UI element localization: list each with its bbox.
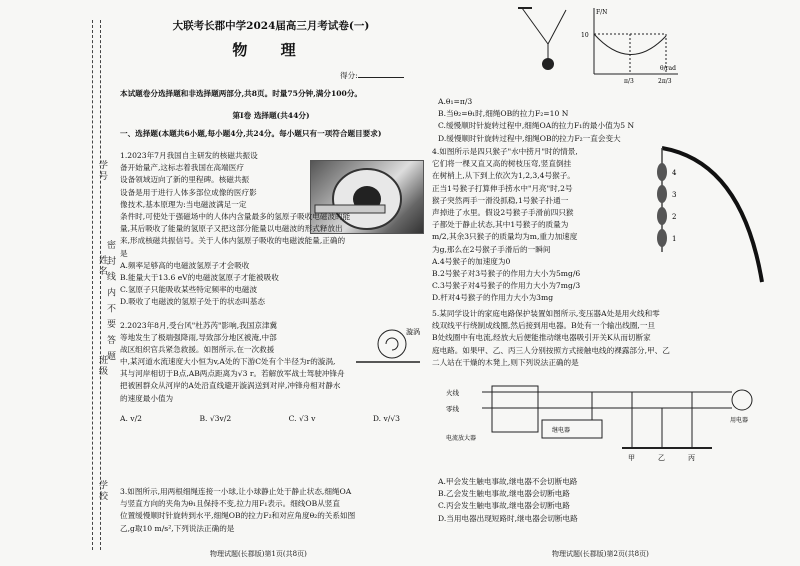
left-page — [120, 0, 422, 566]
monkey-tree-figure — [622, 142, 772, 292]
monkey-icon — [657, 185, 667, 203]
graph-x-tick: π/3 — [624, 78, 634, 85]
question-5-options — [438, 476, 794, 525]
part-one-instructions: 一、选择题(本题共6小题,每小题4分,共24分。每小题只有一项符合题目要求) — [120, 129, 382, 138]
q3-option-b: B.当θ₂=θ₁时,细绳OB的拉力F₂=10 N — [438, 109, 569, 119]
circuit-label-relay: 继电器 — [552, 427, 571, 434]
q2-line: 中,某河道水流速度大小恒为v,A处的下游C处有个半径为r的漩涡, — [120, 357, 336, 366]
q4-option-a: A.4号猴子的加速度为0 — [432, 256, 511, 266]
exam-intro: 本试题卷分选择题和非选择题两部分,共8页。时量75分钟,满分100分。 — [120, 89, 363, 98]
q1-line: 设备是用于进行人体多部位成像的医疗影 — [120, 187, 257, 197]
q5-option-c: C.丙会发生触电事故,继电器会切断电路 — [438, 501, 570, 511]
vortex-label: 漩涡 — [406, 328, 420, 336]
q4-line: 在树梢上,从下到上依次为1,2,3,4号猴子。 — [432, 171, 575, 181]
q4-line: 正当1号猴子打算伸手捞水中"月亮"时,2号 — [432, 183, 573, 193]
margin-label-name: 姓名 — [97, 255, 107, 277]
q4-line: 它们将一棵又直又高的树枝压弯,竖直倒挂 — [432, 159, 572, 169]
margin-label-class: 班级 — [97, 355, 107, 377]
circuit-label-amplifier: 电流放大器 — [446, 435, 477, 442]
exam-title: 大联考长郡中学2024届高三月考试卷(一) — [172, 20, 370, 32]
q5-option-d: D.当用电器出现短路时,继电器会切断电路 — [438, 513, 578, 523]
question-4 — [432, 146, 618, 305]
q4-option-d: D.杆对4号猴子的作用力大小为3mg — [432, 293, 554, 303]
q3-line: 与竖直方向的夹角为θ₁且保持不变,拉力用F₁表示。细线OB从竖直 — [120, 499, 340, 509]
circuit-label-appliance: 用电器 — [730, 417, 749, 424]
q1-option-a: A.频率足够高的电磁波氢原子才会吸收 — [120, 260, 250, 270]
q5-line: 5.某同学设计的家庭电路保护装置如图所示,变压器A处是用火线和零 — [432, 309, 660, 318]
monkey-icon — [657, 207, 667, 225]
monkey-label: 4 — [672, 169, 677, 177]
seal-line — [100, 20, 101, 550]
monkey-label: 1 — [672, 235, 677, 243]
circuit-label-neutral: 零线 — [446, 405, 459, 413]
q2-line: 战区组织官兵紧急救援。如图所示,在一次救援 — [120, 345, 275, 355]
q4-line: 为g,那么在2号猴子手滑后的一瞬间 — [432, 244, 551, 254]
q1-line: 量,其后吸收了能量的氢原子又把这部分能量以电磁波的形式释放出 — [120, 224, 343, 234]
q2-option-a: A. v/2 — [120, 413, 142, 423]
question-3-options — [438, 96, 794, 145]
q3-option-c: C.缓慢顺时针旋转过程中,细绳OA的拉力F₁的最小值为5 N — [438, 121, 635, 131]
q5-line: 庭电路。如果甲、乙、丙三人分别按照方式接触电线的裸露部分,甲、乙 — [432, 345, 670, 355]
score-label: 得分: — [340, 70, 404, 82]
subject-title: 物 理 — [232, 41, 310, 59]
q5-line: B处线圈中有电流,经放大后便能推动继电器吸引开关K从而切断家 — [432, 333, 651, 343]
monkey-label: 3 — [672, 191, 677, 199]
graph-y-label: F/N — [596, 9, 608, 16]
person-bing: 丙 — [688, 454, 695, 462]
q1-line: 备开始量产,这标志着我国在高端医疗 — [120, 163, 244, 173]
seal-text: 密 封 线 内 不 要 答 题 — [105, 240, 115, 363]
q1-option-c: C.氢原子只能吸收某些特定频率的电磁波 — [120, 285, 258, 295]
circuit-label-live: 火线 — [446, 389, 459, 397]
q2-line: 的速度最小值为 — [120, 393, 174, 403]
q1-line: 设备领域迈向了新的里程碑。核磁共振 — [120, 175, 250, 185]
q4-option-b: B.2号猴子对3号猴子的作用力大小为5mg/6 — [432, 269, 581, 279]
q2-option-c: C. √3 v — [288, 413, 316, 423]
q2-line: 把被困群众从河岸的A处沿直线避开漩涡送到对岸,冲锋舟相对静水 — [120, 381, 341, 391]
graph-y-tick: 10 — [581, 32, 589, 39]
monkey-label: 2 — [672, 213, 677, 221]
q2-option-d: D. v/√3 — [372, 413, 400, 423]
string-ball-figure — [518, 4, 570, 86]
q1-line: 1.2023年7月我国自主研发的核磁共振设 — [120, 151, 258, 160]
q3-line: 位置缓慢顺时针旋转到水平,细绳OB的拉力F₂和对应角度θ₂的关系如图 — [120, 511, 356, 521]
q2-option-b: B. √3v/2 — [199, 413, 232, 423]
margin-label-id: 学号 — [97, 160, 107, 182]
question-5 — [432, 308, 794, 369]
q4-line: 子都处于静止状态,其中1号猴子的质量为 — [432, 220, 569, 230]
q1-line: 来,形成核磁共振信号。关于人体内氢原子吸收的电磁波能量,正确的 — [120, 236, 346, 246]
q4-option-c: C.3号猴子对4号猴子的作用力大小为7mg/3 — [432, 281, 581, 291]
left-footer: 物理试题(长郡版)第1页(共8页) — [210, 550, 307, 558]
graph-x-tick: 2π/3 — [658, 78, 672, 85]
q4-line: 声掉进了水里。假设2号猴子手滑前四只猴 — [432, 208, 574, 218]
circuit-figure — [442, 376, 782, 470]
monkey-icon — [657, 229, 667, 247]
question-2 — [120, 320, 350, 357]
q3-line: 乙,g取10 m/s²,下列说法正确的是 — [120, 523, 235, 533]
q1-line: 是 — [120, 248, 128, 258]
q5-option-b: B.乙会发生触电事故,继电器会切断电路 — [438, 489, 570, 499]
binding-margin — [0, 0, 115, 566]
q5-option-a: A.甲会发生触电事故,继电器不会切断电路 — [438, 477, 578, 486]
q5-line: 线双线平行绕制成线圈,然后接到用电器。B处有一个输出线圈,一旦 — [432, 321, 656, 331]
q4-line: m/2,其余3只猴子的质量均为m,重力加速度 — [432, 232, 578, 242]
right-page — [432, 0, 794, 566]
q2-line: 2.2023年8月,受台风"杜苏芮"影响,我国京津冀 — [120, 321, 278, 330]
q2-line: 其与河岸相切于B点,AB两点距离为√3 r。若解放军战士驾驶冲锋舟 — [120, 369, 345, 379]
q4-line: 猴子突然两手一滑没抓稳,1号猴子扑通一 — [432, 195, 569, 205]
q3-option-d: D.缓慢顺时针旋转过程中,细绳OB的拉力F₂一直会变大 — [438, 133, 621, 143]
q1-line: 像技术,基本原理为:当电磁波满足一定 — [120, 199, 247, 209]
q4-line: 4.如图所示是四只猴子"水中捞月"时的情景, — [432, 147, 578, 156]
margin-label-school: 学校 — [97, 480, 107, 502]
q5-line: 二人站在干燥的木凳上,则下列说法正确的是 — [432, 357, 579, 367]
graph-x-label: θ/rad — [660, 65, 676, 72]
question-2-cont — [120, 356, 422, 425]
q1-option-b: B.能量大于13.6 eV的电磁波氢原子才能被吸收 — [120, 273, 279, 283]
q1-line: 条件时,可使处于强磁场中的人体内含量最多的氢原子吸收电磁波的能 — [120, 212, 351, 221]
section-title: 第Ⅰ卷 选择题(共44分) — [232, 111, 310, 120]
right-footer: 物理试题(长郡版)第2页(共8页) — [552, 550, 649, 558]
q3-line: 3.如图所示,用两根细绳连接一小球,让小球静止处于静止状态,细绳OA — [120, 487, 352, 496]
seal-line — [92, 20, 93, 550]
monkey-icon — [657, 163, 667, 181]
question-3 — [120, 486, 422, 535]
q2-line: 等地发生了极端强降雨,导致部分地区被淹,中部 — [120, 333, 277, 343]
q1-option-d: D.吸收了电磁波的氢原子处于的状态叫基态 — [120, 297, 265, 307]
q2-options — [120, 413, 400, 425]
person-jia: 甲 — [628, 454, 635, 462]
person-yi: 乙 — [658, 454, 665, 462]
question-1-cont — [120, 211, 422, 309]
force-angle-graph — [578, 4, 682, 86]
q3-option-a: A.θ₁=π/3 — [438, 97, 473, 106]
question-1 — [120, 150, 310, 211]
